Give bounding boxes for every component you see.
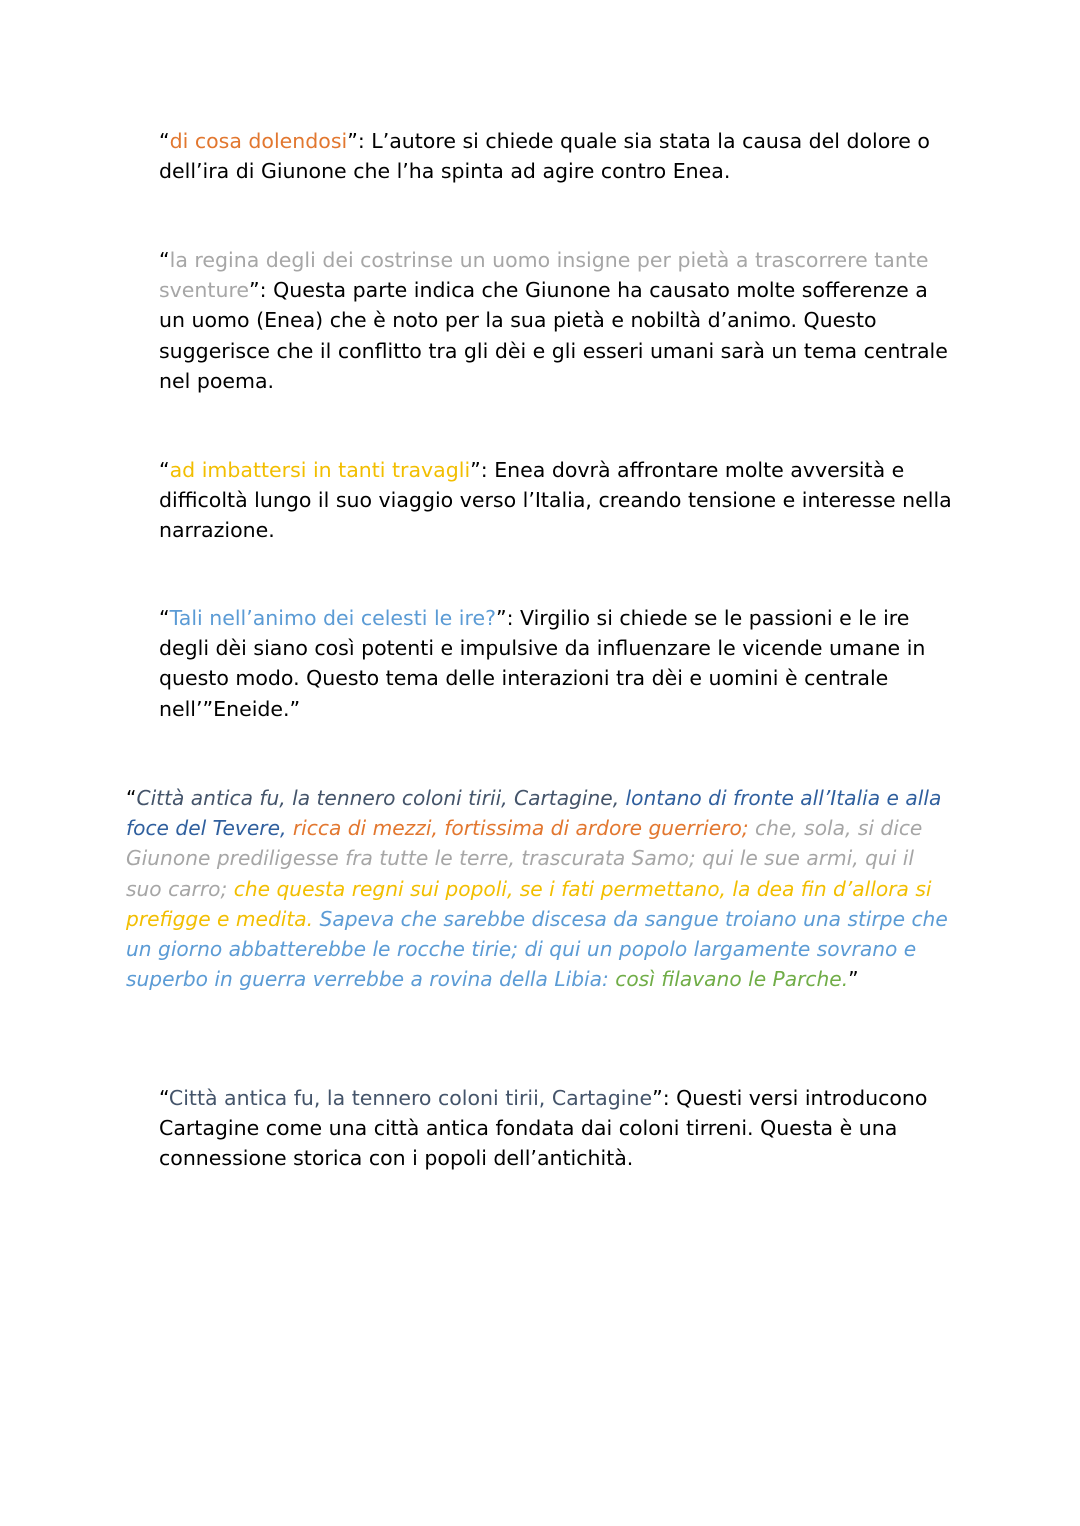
close-quote: ” (347, 129, 358, 153)
passage-segment-3: ricca di mezzi, fortissima di ardore guerriero; (286, 816, 749, 841)
quoted-phrase: di cosa dolendosi (169, 129, 348, 153)
aeneid-passage (126, 783, 956, 994)
commentary-paragraph-1 (159, 126, 959, 186)
open-quote: “ (126, 786, 137, 810)
close-quote: ” (495, 606, 507, 630)
quoted-phrase: Città antica fu, la tennero coloni tirii, Cartagine (168, 1086, 653, 1110)
commentary-paragraph-2 (159, 245, 959, 396)
open-quote: “ (159, 129, 170, 153)
commentary-paragraph-4 (159, 603, 959, 724)
commentary-text: : Questa parte indica che Giunone ha causato molte sofferenze a un uomo (Enea) che è noto per la sua pietà e nobiltà d’animo. Questo suggerisce che il conflitto tra gli dèi e gli esseri umani sarà un tema centrale nel poema. (159, 278, 948, 393)
passage-segment-7: così filavano le Parche. (608, 967, 849, 992)
close-quote: ” (470, 458, 481, 482)
close-quote: ” (652, 1086, 663, 1110)
commentary-text: : Enea dovrà affrontare molte avversità e difficoltà lungo il suo viaggio verso l’Italia, creando tensione e interesse nella narrazione. (159, 458, 952, 543)
open-quote: “ (159, 248, 170, 272)
open-quote: “ (159, 606, 170, 630)
passage-segment-2: lontano di fronte all’Italia e alla foce del Tevere, (126, 786, 942, 841)
commentary-text: : Virgilio si chiede se le passioni e le ire degli dèi siano così potenti e impulsive da influenzare le vicende umane in questo modo. Questo tema delle interazioni tra dèi e uomini è centrale nell’”Eneide.” (159, 606, 926, 721)
passage-segment-6: Sapeva che sarebbe discesa da sangue troiano una stirpe che un giorno abbatterebbe le rocche tirie; di qui un popolo largamente sovrano e superbo in guerra verrebbe a rovina della Libia: (126, 906, 948, 992)
quoted-phrase: la regina degli dei costrinse un uomo insigne per pietà a trascorrere tante sventure (159, 248, 929, 303)
quoted-phrase: ad imbattersi in tanti travagli (169, 458, 471, 482)
passage-segment-4: che, sola, si dice Giunone prediligesse fra tutte le terre, trascurata Samo; qui le sue armi, qui il suo carro; (126, 816, 923, 901)
passage-segment-1: Città antica fu, la tennero coloni tirii, Cartagine, (136, 786, 620, 810)
passage-segment-5: che questa regni sui popoli, se i fati permettano, la dea fin d’allora si prefigge e medita. (126, 876, 932, 931)
close-quote: ” (249, 278, 260, 303)
commentary-text: : L’autore si chiede quale sia stata la causa del dolore o dell’ira di Giunone che l’ha spinta ad agire contro Enea. (159, 129, 930, 184)
close-quote: ” (848, 967, 859, 992)
commentary-paragraph-3 (159, 455, 959, 546)
open-quote: “ (159, 458, 170, 482)
commentary-text: : Questi versi introducono Cartagine come una città antica fondata dai coloni tirreni. Questa è una connessione storica con i popoli dell’antichità. (159, 1086, 928, 1171)
open-quote: “ (159, 1086, 169, 1110)
commentary-paragraph-5 (159, 1083, 959, 1174)
quoted-phrase: Tali nell’animo dei celesti le ire? (169, 606, 496, 630)
